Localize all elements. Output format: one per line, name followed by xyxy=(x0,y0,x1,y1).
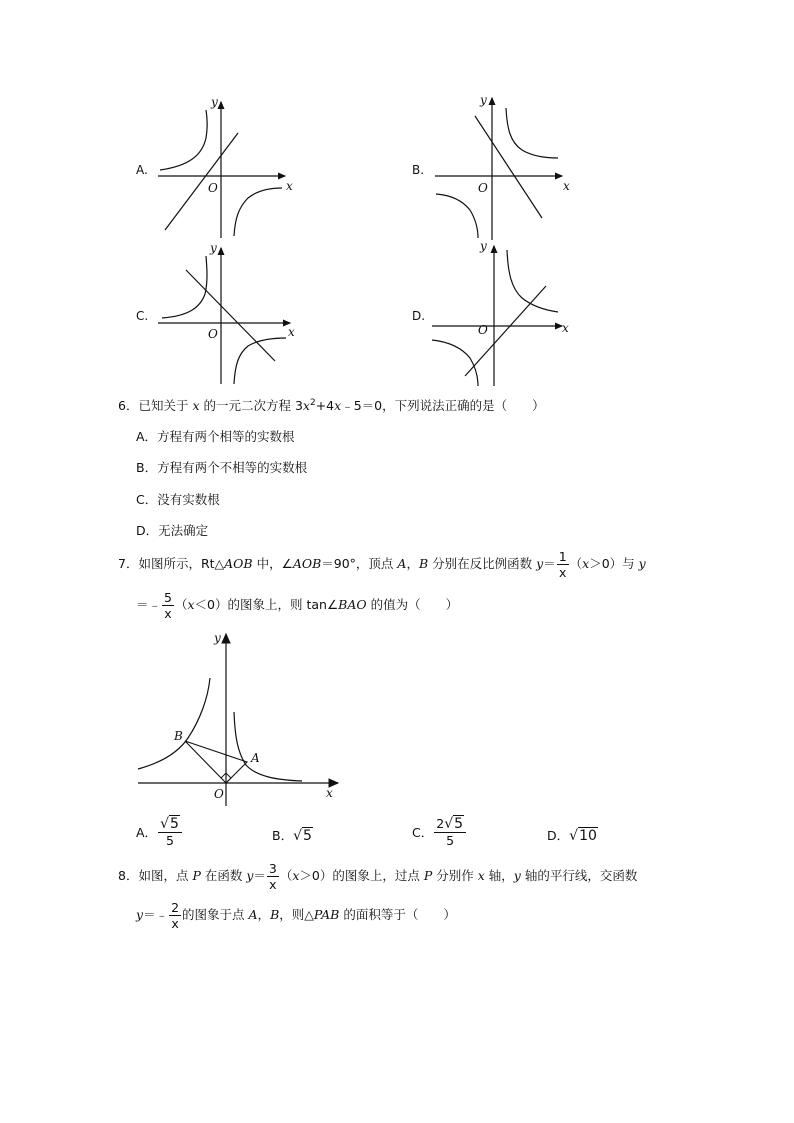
q7-var: BAO xyxy=(338,597,367,612)
q8-text: ＞0）的图象上，过点 xyxy=(299,868,424,883)
q7-fraction-den: x xyxy=(558,565,567,580)
q6-text: +4 xyxy=(315,398,335,413)
graph-c[interactable] xyxy=(136,241,295,384)
graph-d[interactable] xyxy=(412,239,569,386)
q7-var: B xyxy=(418,556,429,571)
q6-stem xyxy=(118,396,545,414)
sqrt-icon: √5 xyxy=(444,816,464,832)
q7-option-b-radicand: 5 xyxy=(303,828,312,844)
q8-var: y xyxy=(513,868,521,883)
q7-text: ＝﹣ xyxy=(136,597,162,612)
q7-option-a-label: A． xyxy=(136,825,158,840)
graph-c-line xyxy=(186,270,275,361)
q8-fraction-den: x xyxy=(269,877,277,892)
graph-b[interactable] xyxy=(412,93,570,240)
q7-option-b-label: B． xyxy=(272,828,294,843)
q6-text: 的一元二次方程 3 xyxy=(199,398,303,413)
q8-stem-line1 xyxy=(118,861,637,892)
q7-text: （ xyxy=(569,556,583,571)
q7-text: （ xyxy=(174,597,188,612)
q6-option-d[interactable]: D．无法确定 xyxy=(136,523,209,538)
q7-curve-right xyxy=(234,712,302,781)
graph-a-hyperbola-right xyxy=(234,188,282,236)
q8-fraction-num: 3 xyxy=(268,861,277,876)
q8-var: x xyxy=(477,868,485,883)
q7-option-c-den: 5 xyxy=(446,833,455,848)
q8-var: y xyxy=(136,907,144,922)
graph-d-label: D. xyxy=(412,309,426,323)
q7-stem-line1 xyxy=(118,549,646,580)
q8-var: P xyxy=(423,868,433,883)
q8-number: 8． xyxy=(118,868,139,883)
q6-option-b[interactable]: B．方程有两个不相等的实数根 xyxy=(136,460,308,475)
graph-a-line xyxy=(165,133,238,230)
q7-text: 的值为（ ） xyxy=(366,597,459,612)
graph-d-x-label: x xyxy=(562,321,569,335)
q7-option-c[interactable] xyxy=(412,816,467,848)
q7-var: AOB xyxy=(292,556,322,571)
graph-d-hyperbola-right xyxy=(507,250,558,312)
q7-option-d[interactable] xyxy=(547,826,598,844)
q8-var: x xyxy=(292,868,300,883)
graph-b-label: B. xyxy=(412,163,425,177)
q7-option-d-radicand: 10 xyxy=(579,828,597,844)
q8-var: P xyxy=(192,868,201,883)
q7-fraction-num: 5 xyxy=(164,590,172,605)
q7-option-b[interactable] xyxy=(272,826,313,844)
q7-fraction-num: 1 xyxy=(558,549,567,564)
sqrt-icon: √10 xyxy=(569,828,597,844)
q8-var: B xyxy=(270,907,280,922)
q7-text: ， xyxy=(406,556,419,571)
q7-option-d-label: D． xyxy=(547,828,570,843)
q6-exponent: 2 xyxy=(309,397,316,408)
q8-text: ＝﹣ xyxy=(143,907,169,922)
q7-fraction-1 xyxy=(557,549,569,580)
q7-text: ＜0）的图象上，则 tan∠ xyxy=(194,597,339,612)
q7-option-a-den: 5 xyxy=(166,833,174,848)
q7-option-a-fraction xyxy=(158,816,182,848)
graph-c-hyperbola-left xyxy=(162,256,207,318)
graph-a-origin: O xyxy=(208,181,218,195)
q7-option-c-num xyxy=(434,816,466,833)
q7-var: x xyxy=(187,597,195,612)
q7-option-c-label: C． xyxy=(412,825,434,840)
q7-y-label: y xyxy=(214,631,221,645)
q7-text: ＝ xyxy=(543,556,556,571)
q5-graph-options xyxy=(130,88,650,388)
q8-text: 分别作 xyxy=(432,868,478,883)
q6-option-a[interactable]: A．方程有两个相等的实数根 xyxy=(136,429,295,444)
graph-a-label: A. xyxy=(136,163,148,177)
q7-stem-line2 xyxy=(136,590,458,621)
q8-var: PAB xyxy=(313,907,340,922)
graph-c-y-label: y xyxy=(210,241,217,255)
q6-number: 6． xyxy=(118,398,139,413)
q8-text: 轴， xyxy=(484,868,514,883)
q7-var: y xyxy=(638,556,646,571)
q6-var: x xyxy=(302,398,310,413)
q7-origin-label: O xyxy=(214,787,224,801)
q7-var: x xyxy=(582,556,590,571)
q7-option-a-radicand: 5 xyxy=(169,816,179,832)
sqrt-icon: √5 xyxy=(293,828,312,844)
q8-text: 如图，点 xyxy=(138,868,193,883)
q8-fraction-1 xyxy=(267,861,279,892)
q8-text: 轴的平行线，交函数 xyxy=(520,868,638,883)
q7-text: ＞0）与 xyxy=(589,556,639,571)
q8-var: y xyxy=(246,868,254,883)
q6-text: 已知关于 xyxy=(138,398,193,413)
q8-text: ，则△ xyxy=(279,907,314,922)
q7-x-label: x xyxy=(326,786,333,800)
graph-a-hyperbola-left xyxy=(160,110,207,170)
q7-option-a[interactable] xyxy=(136,816,183,848)
graph-a[interactable] xyxy=(136,95,293,238)
graph-c-origin: O xyxy=(208,327,218,341)
graph-d-y-label: y xyxy=(480,239,487,253)
sqrt-icon: √5 xyxy=(160,816,179,832)
q7-point-a: A xyxy=(251,751,260,765)
q7-var: y xyxy=(536,556,544,571)
q8-var: A xyxy=(248,907,258,922)
q8-text: ， xyxy=(257,907,271,922)
graph-d-origin: O xyxy=(478,323,488,337)
q6-text: ﹣5＝0，下列说法正确的是（ ） xyxy=(341,398,545,413)
q6-option-c[interactable]: C．没有实数根 xyxy=(136,492,220,507)
q8-stem-line2 xyxy=(136,900,456,931)
q8-fraction-num: 2 xyxy=(171,900,180,915)
graph-a-x-label: x xyxy=(286,179,293,193)
graph-b-y-label: y xyxy=(480,93,487,107)
graph-b-hyperbola-right xyxy=(506,108,558,158)
q7-number: 7． xyxy=(118,556,139,571)
q7-fraction-2 xyxy=(162,590,174,621)
q8-text: （ xyxy=(279,868,293,883)
q8-fraction-2 xyxy=(169,900,181,931)
q7-option-c-fraction xyxy=(434,816,466,848)
graph-a-y-label: y xyxy=(211,95,218,109)
graph-b-origin: O xyxy=(478,181,488,195)
q8-text: 在函数 xyxy=(200,868,247,883)
q7-figure xyxy=(130,628,350,806)
q7-var: A xyxy=(397,556,407,571)
graph-b-hyperbola-left xyxy=(436,194,478,238)
q7-fraction-den: x xyxy=(164,606,172,621)
q8-text: 的面积等于（ ） xyxy=(339,907,456,922)
graph-b-x-label: x xyxy=(563,179,570,193)
q6-var: x xyxy=(192,398,200,413)
q8-fraction-den: x xyxy=(171,916,179,931)
graph-d-hyperbola-left xyxy=(432,340,478,386)
q7-option-a-num xyxy=(158,816,182,833)
q7-text: 分别在反比例函数 xyxy=(428,556,537,571)
q7-text: 如图所示，Rt△ xyxy=(138,556,225,571)
graph-c-x-label: x xyxy=(288,325,295,339)
q7-option-c-radicand: 5 xyxy=(454,816,464,832)
q7-text: 中，∠ xyxy=(252,556,293,571)
q7-point-b: B xyxy=(174,729,183,743)
graph-b-line xyxy=(475,116,542,218)
q6-var: x xyxy=(334,398,342,413)
q8-text: 的图象于点 xyxy=(182,907,249,922)
q7-text: ＝90°，顶点 xyxy=(321,556,398,571)
graph-c-label: C. xyxy=(136,309,149,323)
q7-var: AOB xyxy=(224,556,253,571)
q8-text: ＝ xyxy=(253,868,266,883)
q7-option-c-coef: 2 xyxy=(436,816,445,831)
